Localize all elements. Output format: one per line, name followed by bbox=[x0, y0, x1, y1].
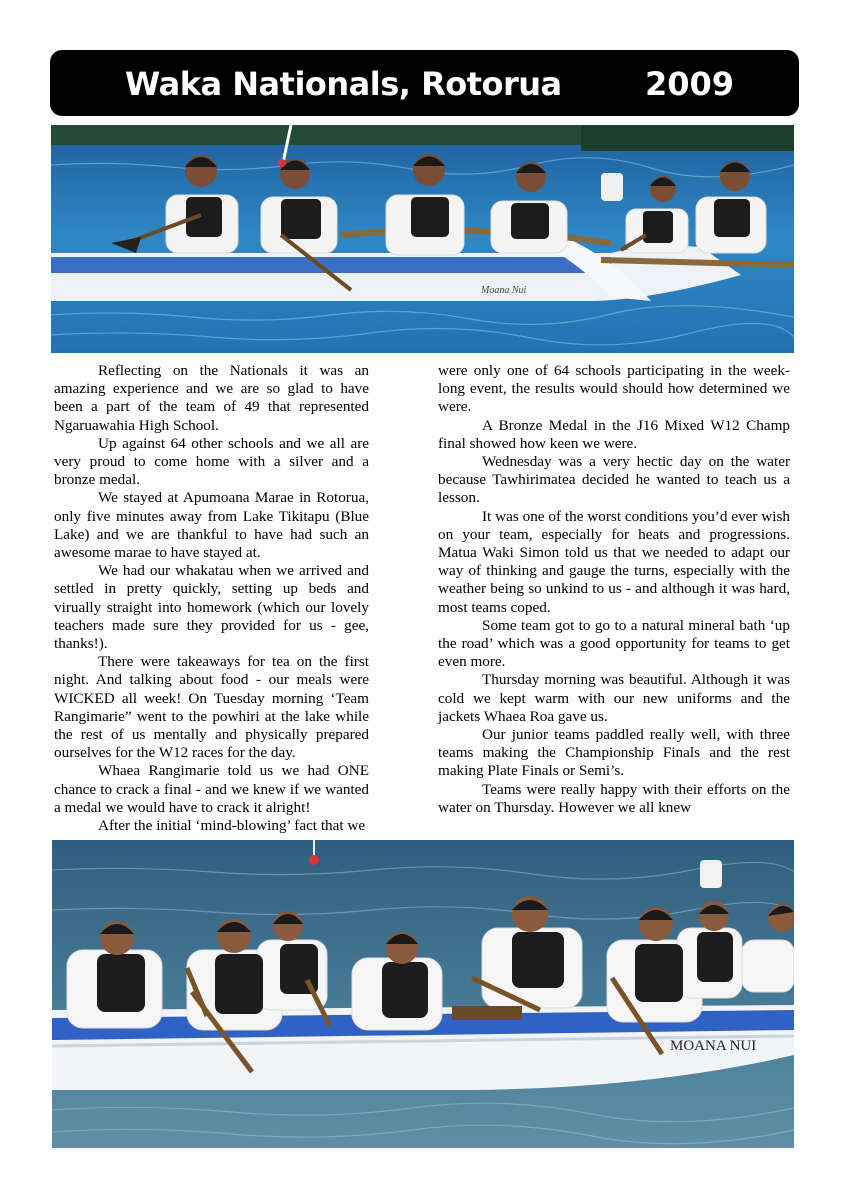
bottom-boat-name: MOANA NUI bbox=[670, 1038, 757, 1054]
paragraph: Our junior teams paddled really well, with three teams making the Championship Finals and the rest making Plate Finals or Semi’s. bbox=[438, 726, 790, 780]
page-title: Waka Nationals, Rotorua bbox=[125, 65, 562, 103]
article-left-column bbox=[54, 362, 369, 835]
title-banner bbox=[50, 50, 799, 116]
paragraph: There were takeaways for tea on the first night. And talking about food - our meals were WICKED all week! On Tuesday morning ‘Team Rangimarie” went to the powhiri at the lake while the rest of us mentally and physically prepared ourselves for the W12 races for the day. bbox=[54, 653, 369, 762]
paragraph: Reflecting on the Nationals it was an amazing experience and we are so glad to have been a part of the team of 49 that represented Ngaruawahia High School. bbox=[54, 362, 369, 434]
paragraph: Some team got to go to a natural mineral bath ‘up the road’ which was a good opportunity for teams to get even more. bbox=[438, 616, 790, 671]
article-right-column bbox=[438, 362, 790, 817]
top-boat-name: Moana Nui bbox=[481, 285, 527, 296]
paragraph: We stayed at Apumoana Marae in Rotorua, only five minutes away from Lake Tikitapu (Blue Lake) and we are thankful to have had such an awesome marae to have stayed at. bbox=[54, 489, 369, 562]
paragraph: Whaea Rangimarie told us we had ONE chance to crack a final - and we knew if we wanted a medal we would have to crack it alright! bbox=[54, 762, 369, 816]
paragraph: Thursday morning was beautiful. Although it was cold we kept warm with our new uniforms and the jackets Whaea Roa gave us. bbox=[438, 671, 790, 725]
paragraph-continued: were only one of 64 schools participating in the week-long event, the results would should how determined we were. bbox=[438, 362, 790, 416]
top-photo bbox=[51, 125, 794, 353]
paragraph: We had our whakatau when we arrived and settled in pretty quickly, setting up beds and virually straight into homework (which our lovely teachers made sure they provided for us - gee, thanks!). bbox=[54, 562, 369, 653]
paragraph: Wednesday was a very hectic day on the water because Tawhirimatea decided he wanted to teach us a lesson. bbox=[438, 453, 790, 507]
bottom-photo bbox=[52, 840, 794, 1148]
paragraph: Teams were really happy with their efforts on the water on Thursday. However we all knew bbox=[438, 780, 790, 816]
paragraph: A Bronze Medal in the J16 Mixed W12 Champ final showed how keen we were. bbox=[438, 416, 790, 452]
paragraph: After the initial ‘mind-blowing’ fact that we bbox=[98, 817, 366, 835]
paragraph: It was one of the worst conditions you’d ever wish on your team, especially for heats and progressions. Matua Waki Simon told us that we needed to adapt our way of thinking and gauge the turns, especially with the weather being so unkind to us - and although it was hard, most teams coped. bbox=[438, 507, 790, 616]
paragraph: Up against 64 other schools and we all are very proud to come home with a silver and a bronze medal. bbox=[54, 434, 369, 489]
page-year: 2009 bbox=[645, 65, 735, 103]
